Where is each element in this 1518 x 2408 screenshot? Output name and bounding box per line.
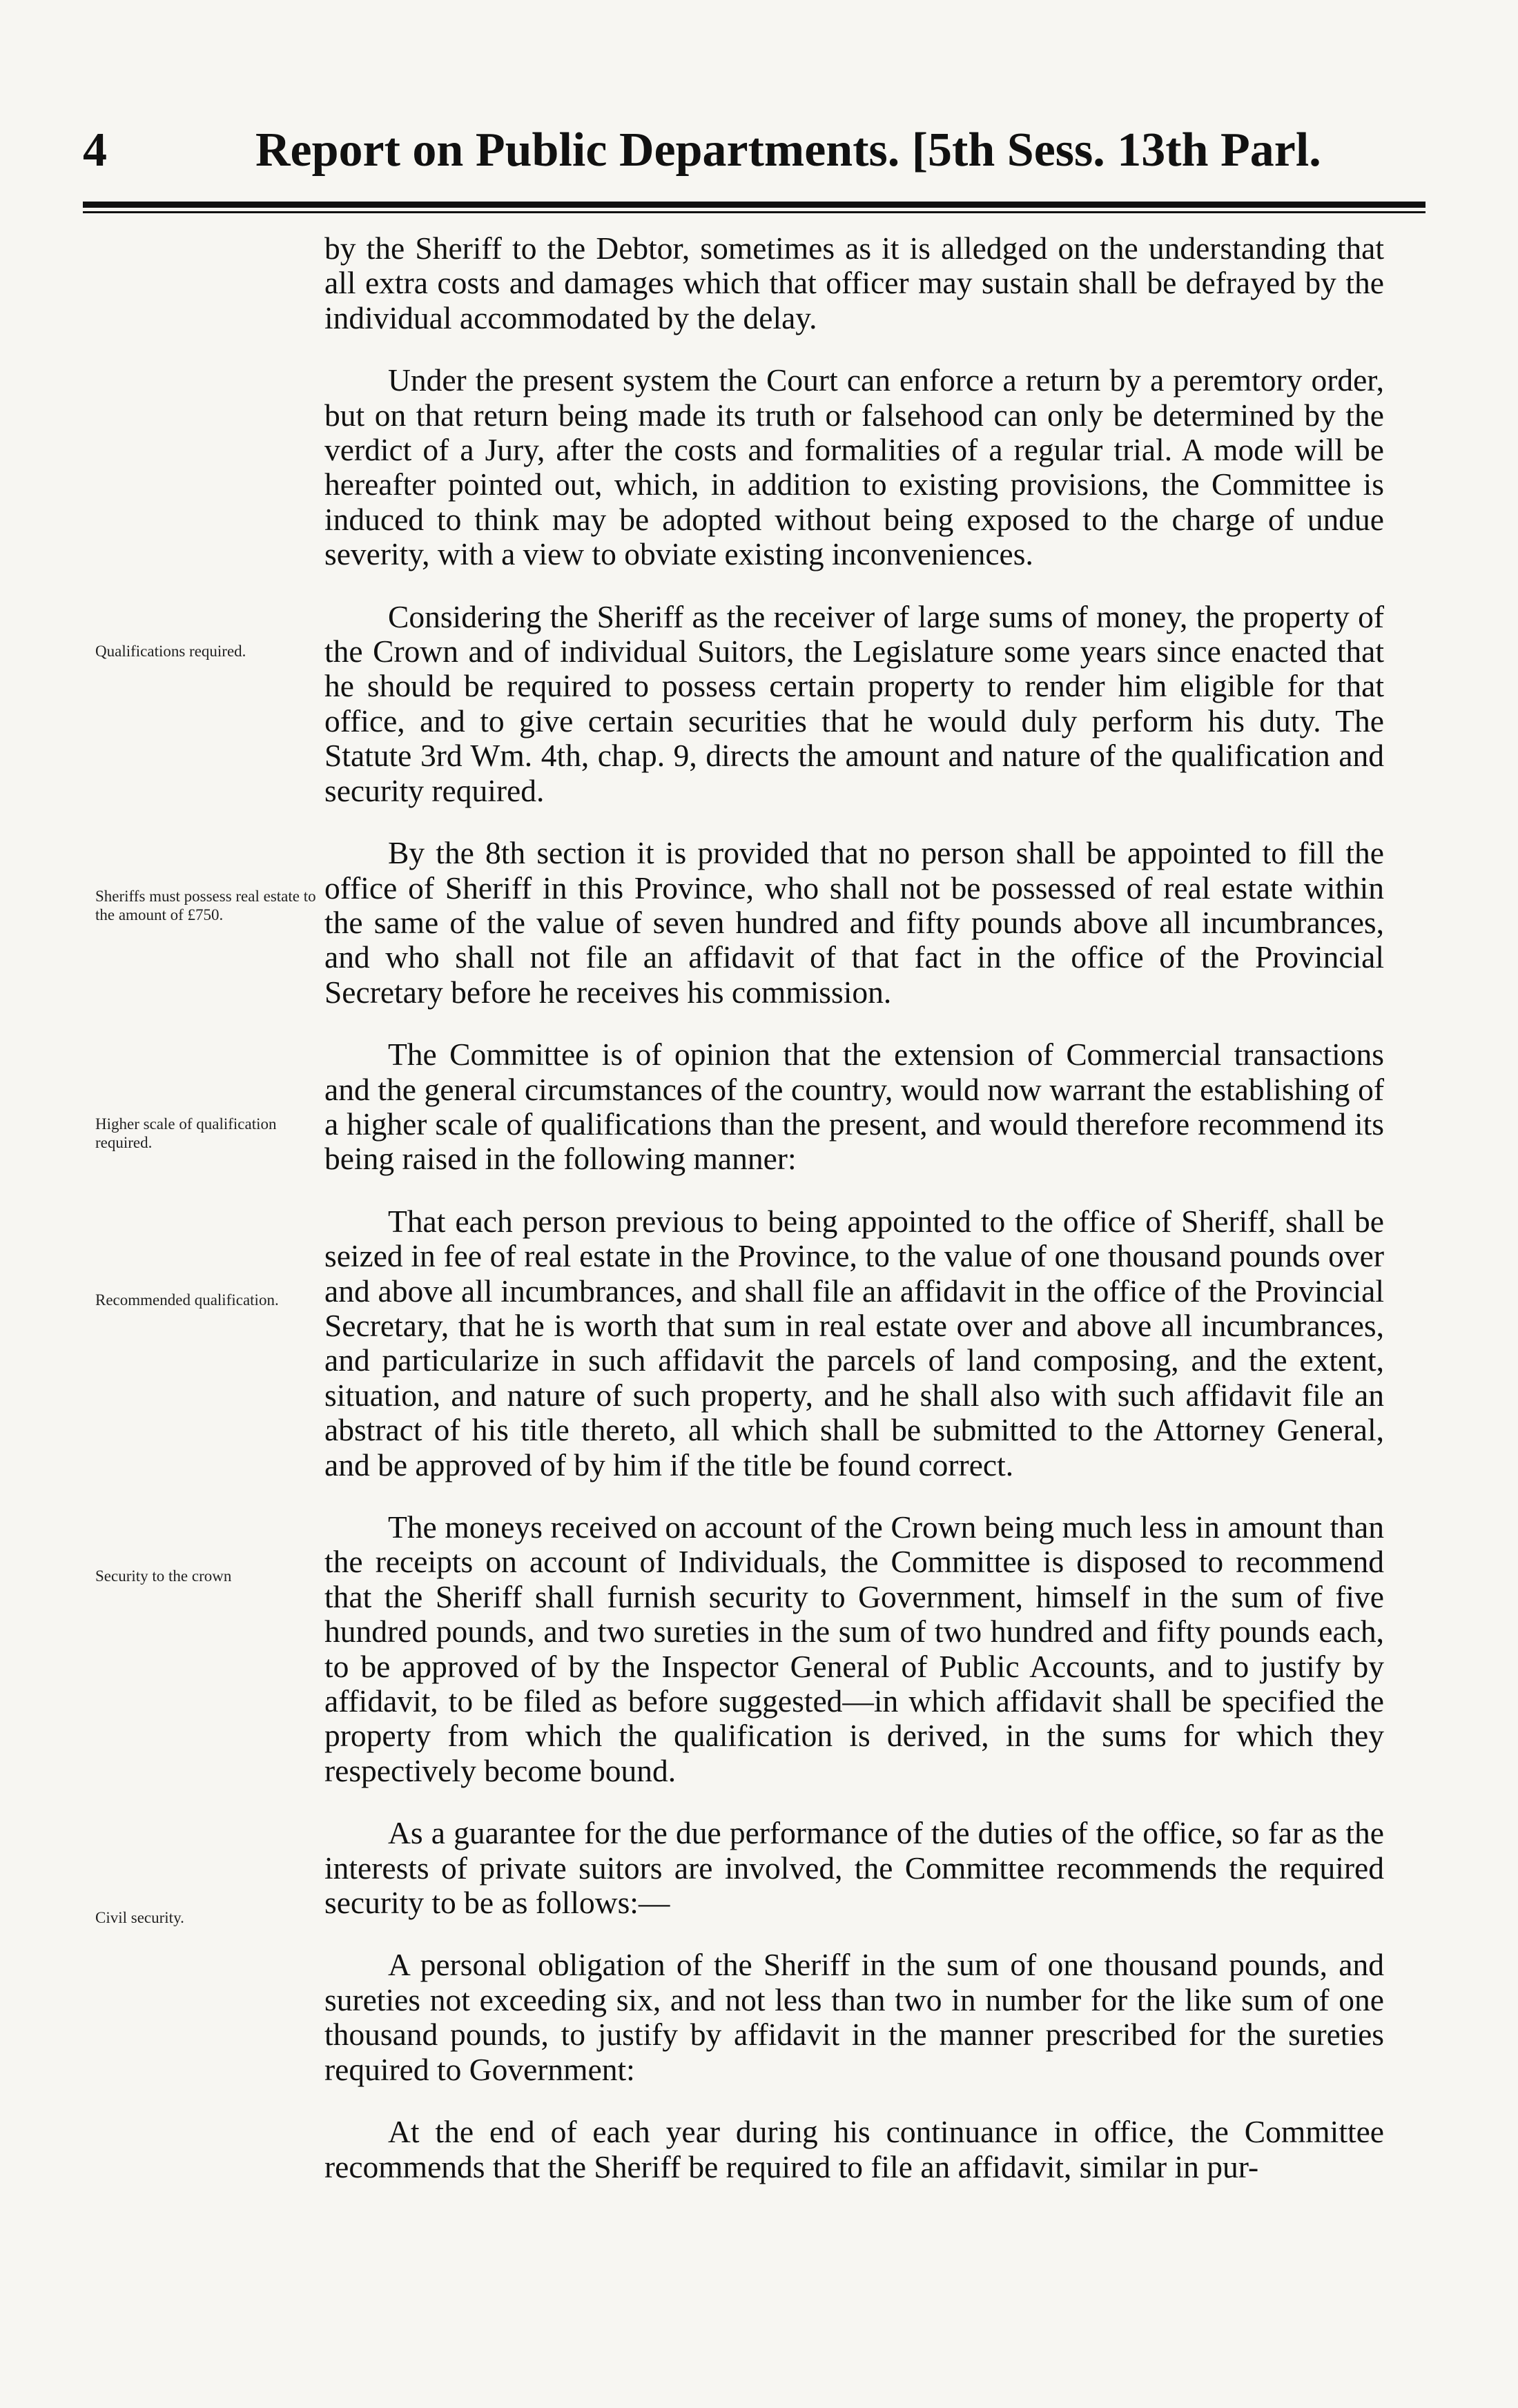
paragraph: That each person previous to being appointed to the office of Sheriff, shall be seized in fee of real estate in the Province, to the value of one thousand pounds over and above all incumbrances, and shall file an affidavit in the office of the Provincial Secretary, that he is worth that sum in real estate over and above all incumbrances, and particularize in such affidavit the parcels of land composing, and the extent, situation, and nature of such property, and he shall also with such affidavit file an abstract of his title thereto, all which shall be submitted to the Attorney General, and be approved of by him if the title be found correct. (324, 1203, 1384, 1482)
paragraph: By the 8th section it is provided that no person shall be appointed to fill the office of Sheriff in this Province, who shall not be possessed of real estate within the same of the value of seven hundred and fifty pounds above all incumbrances, and who shall not file an affidavit of that fact in the office of the Provincial Secretary before he receives his commission. (324, 835, 1384, 1010)
margin-note: Sheriffs must possess real estate to the amount of £750. (95, 888, 316, 923)
margin-note: Security to the crown (95, 1567, 232, 1585)
paragraph: Considering the Sheriff as the receiver of large sums of money, the property of the Crown and of individual Suitors, the Legislature some years since enacted that he should be required to possess certain property to render him eligible for that office, and to give certain securities that he would duly perform his duty. The Statute 3rd Wm. 4th, chap. 9, directs the amount and nature of the qualification and security required. (324, 598, 1384, 808)
body-text (324, 231, 1384, 2212)
paragraph: As a guarantee for the due performance of the duties of the office, so far as the interests of private suitors are involved, the Committee recommends the required security to be as follows:— (324, 1815, 1384, 1921)
paragraph: The moneys received on account of the Crown being much less in amount than the receipts on account of Individuals, the Committee is disposed to recommend that the Sheriff shall furnish security to Government, himself in the sum of five hundred pounds, and two sureties in the sum of two hundred and fifty pounds each, to be approved of by the Inspector General of Public Accounts, and to justify by affidavit, to be filed as before suggested—in which affidavit shall be specified the property from which the qualification is derived, in the sums for which they respectively become bound. (324, 1509, 1384, 1788)
margin-note: Qualifications required. (95, 643, 246, 660)
paragraph: Under the present system the Court can enforce a return by a peremtory order, but on that return being made its truth or falsehood can only be determined by the verdict of a Jury, after the costs and formalities of a regular trial. A mode will be hereafter pointed out, which, in addition to existing provisions, the Committee is induced to think may be adopted without being exposed to the charge of undue severity, with a view to obviate existing inconveniences. (324, 362, 1384, 572)
paragraph: At the end of each year during his continuance in office, the Committee recommends that the Sheriff be required to file an affidavit, similar in pur- (324, 2114, 1384, 2184)
page-number: 4 (83, 124, 107, 177)
margin-note: Civil security. (95, 1909, 184, 1926)
margin-note: Higher scale of qualification required. (95, 1115, 277, 1151)
page-header (83, 116, 1415, 185)
paragraph: A personal obligation of the Sheriff in the sum of one thousand pounds, and sureties not exceeding six, and not less than two in number for the like sum of one thousand pounds, to justify by affidavit in the manner prescribed for the sureties required to Government: (324, 1947, 1384, 2087)
margin-note: Recommended qualification. (95, 1291, 279, 1309)
paragraph: by the Sheriff to the Debtor, sometimes as it is alledged on the understanding that all extra costs and damages which that officer may sustain shall be defrayed by the individual accommodated by the delay. (324, 231, 1384, 335)
header-rule-thick (83, 202, 1425, 208)
header-rule-thin (83, 211, 1425, 213)
paragraph: The Committee is of opinion that the extension of Commercial transactions and the general circumstances of the country, would now warrant the establishing of a higher scale of qualifications than the present, and would therefore recommend its being raised in the following manner: (324, 1037, 1384, 1177)
running-head: Report on Public Departments. [5th Sess. 13th Parl. (255, 124, 1321, 177)
